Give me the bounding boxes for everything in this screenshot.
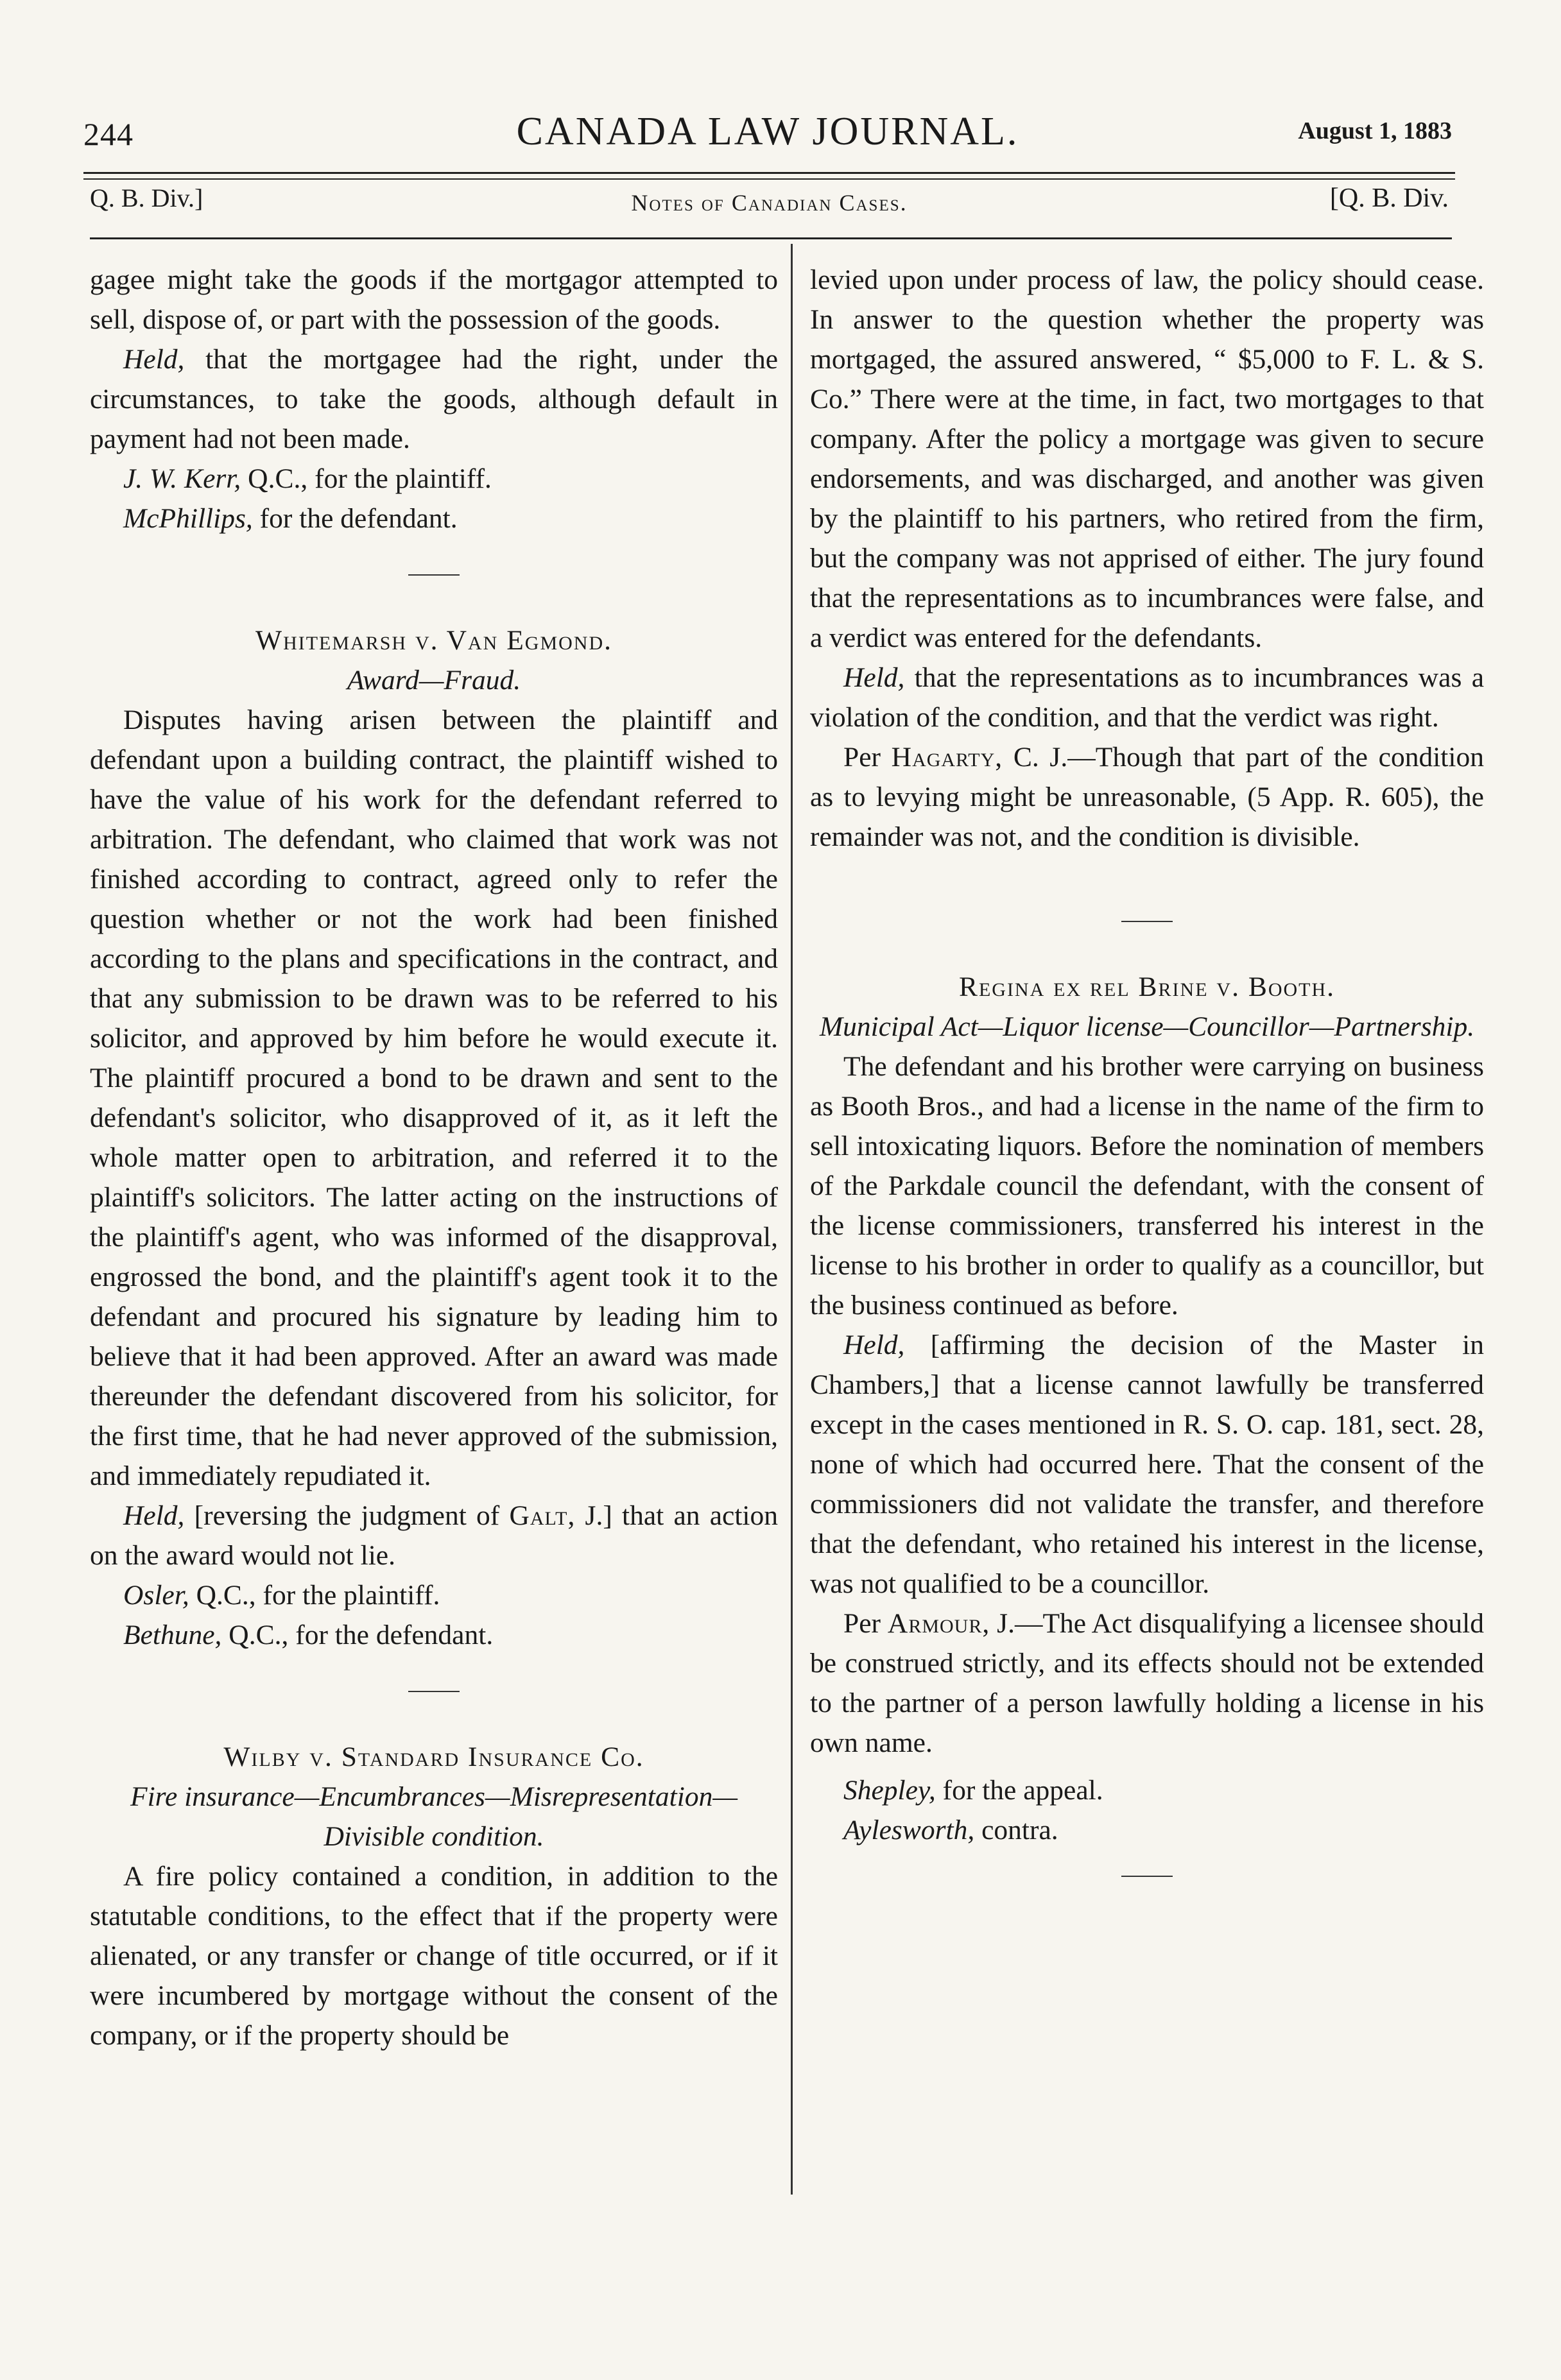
case-separator <box>1121 921 1173 922</box>
holding-text: that the mortgagee had the right, under the circumstances, to take the goods, although default in payment had not been made. <box>90 344 778 454</box>
counsel-role: Q.C., for the plaintiff. <box>241 463 492 494</box>
counsel-role: contra. <box>974 1815 1058 1845</box>
held-label: Held, <box>123 344 185 375</box>
held-label: Held, <box>843 1330 905 1360</box>
case-subtitle: Award—Fraud. <box>347 665 521 696</box>
judge-name: Hagarty, <box>891 742 1003 773</box>
per-label: Per <box>843 1608 888 1639</box>
counsel-role: for the appeal. <box>935 1775 1103 1806</box>
right-column <box>810 260 1484 1877</box>
case-subtitle: Municipal Act—Liquor license—Councillor—Partnership. <box>819 1011 1475 1042</box>
counsel-name: Aylesworth, <box>843 1815 975 1845</box>
column-divider <box>791 244 793 2195</box>
header-rule <box>83 172 1455 174</box>
page-number: 244 <box>83 116 134 152</box>
case-body: The defendant and his brother were carrying on business as Booth Bros., and had a license in the name of the firm to sell intoxicating liquors. Before the nomination of members of the Parkdale council the defendant, with the consent of the license commissioners, transferred his interest in the license to his brother in order to qualify as a councillor, but the business continued as before. <box>810 1051 1484 1321</box>
header-rule-thin <box>83 178 1455 180</box>
counsel-line <box>90 499 778 538</box>
section-header <box>90 183 1449 228</box>
case-separator <box>408 1691 460 1692</box>
section-title: Notes of Canadian Cases. <box>631 190 908 216</box>
case-title: Regina ex rel Brine v. Booth. <box>958 972 1336 1002</box>
case-body: Disputes having arisen between the plaintiff and defendant upon a building contract, the plaintiff wished to have the value of his work for the defendant referred to arbitration. The defendant, who claimed that work was not finished according to contract, agreed only to refer the question whether or not the work had been finished according to the plans and specifications in the contract, and that any submission to be drawn was to be referred to his solicitor, and approved by him before he would execute it. The plaintiff procured a bond to be drawn and sent to the defendant's solicitor, who disapproved of it, as it left the whole matter open to arbitration, and referred it to the plaintiff's solicitors. The latter acting on the instructions of the plaintiff's agent, who was informed of the disapproval, engrossed the bond, and the plaintiff's agent took it to the defendant and procured his signature by leading him to believe that it had been approved. After an award was made thereunder the defendant discovered from his solicitor, for the first time, that he had never approved of the submission, and immediately repudiated it. <box>90 705 778 1491</box>
counsel-name: Osler, <box>123 1580 189 1611</box>
issue-date: August 1, 1883 <box>1298 117 1452 144</box>
holding-text: [reversing the judgment of <box>184 1500 510 1531</box>
section-rule <box>90 237 1452 239</box>
counsel-name: McPhillips, <box>123 503 253 534</box>
case-continuation: gagee might take the goods if the mortgagor attempted to sell, dispose of, or part with the possession of the goods. <box>90 264 778 335</box>
counsel-role: for the defendant. <box>252 503 458 534</box>
counsel-name: Shepley, <box>843 1775 936 1806</box>
case-title: Whitemarsh v. Van Egmond. <box>255 625 612 656</box>
counsel-role: Q.C., for the plaintiff. <box>189 1580 440 1611</box>
case-separator <box>408 574 460 576</box>
held-label: Held, <box>123 1500 185 1531</box>
counsel-line <box>810 1770 1484 1810</box>
counsel-line <box>90 1575 778 1615</box>
running-header <box>83 109 1452 167</box>
section-right-label: [Q. B. Div. <box>1329 184 1449 213</box>
judge-name: Armour, <box>887 1608 990 1639</box>
counsel-role: Q.C., for the defendant. <box>221 1620 494 1650</box>
case-title: Wilby v. Standard Insurance Co. <box>223 1742 644 1772</box>
section-left-label: Q. B. Div.] <box>90 184 203 212</box>
holding-paragraph <box>90 1496 778 1575</box>
per-label: Per <box>843 742 892 773</box>
holding-paragraph <box>810 1325 1484 1604</box>
left-column <box>90 260 778 2055</box>
counsel-line <box>810 1810 1484 1850</box>
holding-paragraph <box>90 339 778 459</box>
opinion-text: J.—The Act disqualifying a licensee should be construed strictly, and its effects should not be extended to the partner of a person lawfully holding a license in his own name. <box>810 1608 1484 1758</box>
opinion-text: C. J.—Though that part of the condition as to levying might be unreasonable, (5 App. R. 605), the remainder was not, and the condition is divisible. <box>810 742 1484 852</box>
case-continuation: levied upon under process of law, the policy should cease. In answer to the question whether the property was mortgaged, the assured answered, “ $5,000 to F. L. & S. Co.” There were at the time, in fact, two mortgages to that company. After the policy a mortgage was given to secure endorsements, and was discharged, and another was given by the plaintiff to his partners, who retired from the firm, but the company was not apprised of either. The jury found that the representations as to incumbrances were false, and a verdict was entered for the defendants. <box>810 264 1484 653</box>
judge-name: Galt, <box>509 1500 576 1531</box>
held-label: Held, <box>843 662 905 693</box>
counsel-line <box>90 459 778 499</box>
opinion-paragraph <box>810 1604 1484 1763</box>
holding-text: J.] that an action on the award would not lie. <box>90 1500 778 1571</box>
journal-title: CANADA LAW JOURNAL. <box>516 110 1019 153</box>
case-subtitle: Fire insurance—Encumbrances—Misrepresentation—Divisible condition. <box>130 1781 737 1852</box>
case-separator <box>1121 1876 1173 1877</box>
holding-paragraph <box>810 658 1484 737</box>
opinion-paragraph <box>810 737 1484 857</box>
counsel-line <box>90 1615 778 1655</box>
counsel-name: J. W. Kerr, <box>123 463 241 494</box>
counsel-name: Bethune, <box>123 1620 222 1650</box>
case-body: A fire policy contained a condition, in addition to the statutable conditions, to the effect that if the property were alienated, or any transfer or change of title occurred, or if it were incumbered by mortgage without the consent of the company, or if the property should be <box>90 1861 778 2051</box>
holding-text: [affirming the decision of the Master in Chambers,] that a license cannot lawfully be transferred except in the cases mentioned in R. S. O. cap. 181, sect. 28, none of which had occurred here. That the consent of the commissioners did not validate the transfer, and therefore that the defendant, who retained his interest in the license, was not qualified to be a councillor. <box>810 1330 1484 1599</box>
holding-text: that the representations as to incumbrances was a violation of the condition, and that the verdict was right. <box>810 662 1484 733</box>
